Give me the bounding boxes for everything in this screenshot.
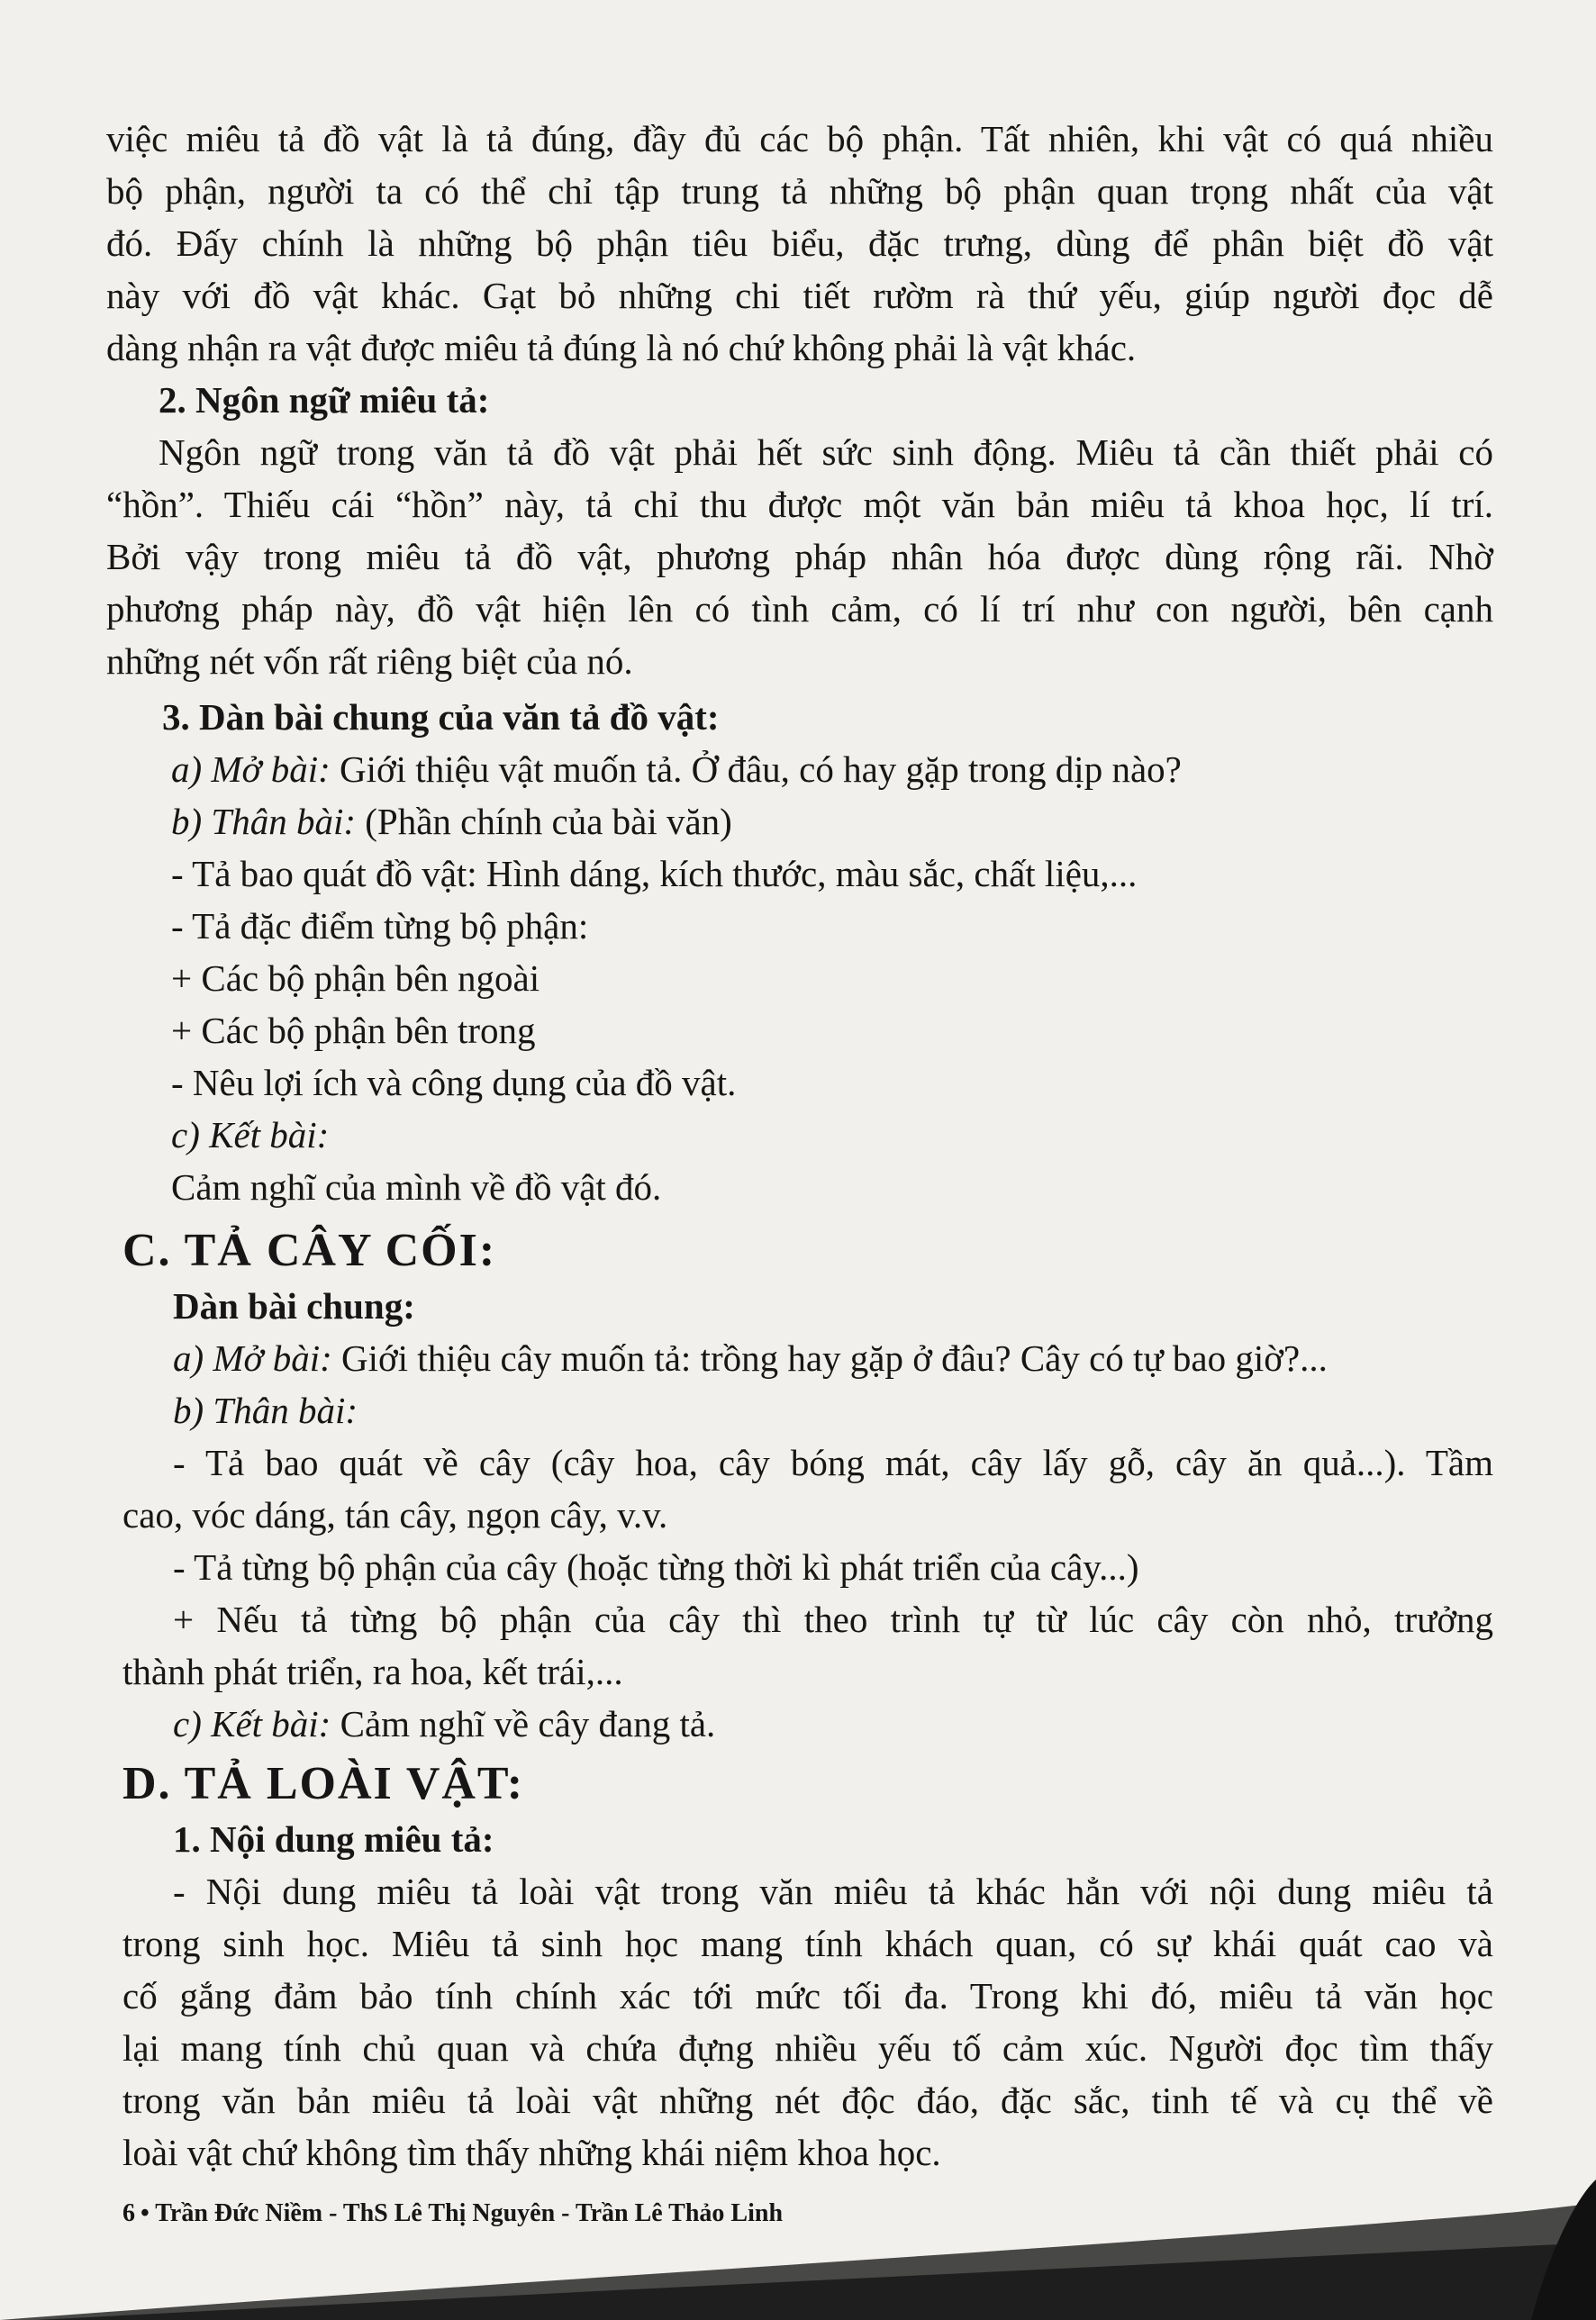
paragraph-line: - Tả từng bộ phận của cây (hoặc từng thời kì phát triển của cây...) [173, 1546, 1139, 1588]
paragraph-line: cao, vóc dáng, tán cây, ngọn cây, v.v. [122, 1494, 668, 1536]
paragraph-line: - Tả bao quát về cây (cây hoa, cây bóng mát, cây lấy gỗ, cây ăn quả...). Tầm [173, 1442, 1493, 1483]
ket-bai-line [173, 1700, 715, 1747]
footer-authors: • Trần Đức Niềm - ThS Lê Thị Nguyên - Trần Lê Thảo Linh [141, 2199, 784, 2227]
mo-bai-label: a) Mở bài: [173, 1337, 332, 1379]
paragraph-line: trong văn bản miêu tả loài vật những nét độc đáo, đặc sắc, tinh tế và cụ thể về [122, 2080, 1493, 2121]
mo-bai-text: Giới thiệu vật muốn tả. Ở đâu, có hay gặp trong dịp nào? [330, 748, 1182, 790]
paragraph-line: lại mang tính chủ quan và chứa đựng nhiều yếu tố cảm xúc. Người đọc tìm thấy [122, 2027, 1493, 2069]
paragraph-line: Bởi vậy trong miêu tả đồ vật, phương pháp nhân hóa được dùng rộng rãi. Nhờ [106, 536, 1493, 577]
list-item: + Các bộ phận bên ngoài [171, 957, 540, 999]
decorative-swoosh [0, 2143, 1596, 2320]
section-heading-ta-cay-coi: C. TẢ CÂY CỐI: [122, 1225, 497, 1276]
ket-bai-label: c) Kết bài: [173, 1703, 331, 1745]
paragraph-line: - Nội dung miêu tả loài vật trong văn miêu tả khác hẳn với nội dung miêu tả [173, 1871, 1493, 1912]
paragraph-line: “hồn”. Thiếu cái “hồn” này, tả chỉ thu được một văn bản miêu tả khoa học, lí trí. [106, 484, 1493, 525]
paragraph-line: việc miêu tả đồ vật là tả đúng, đầy đủ các bộ phận. Tất nhiên, khi vật có quá nhiều [106, 118, 1493, 159]
ket-bai-text: Cảm nghĩ về cây đang tả. [331, 1703, 716, 1745]
paragraph-line: những nét vốn rất riêng biệt của nó. [106, 640, 633, 682]
paragraph-line: phương pháp này, đồ vật hiện lên có tình cảm, có lí trí như con người, bên cạnh [106, 588, 1493, 630]
paragraph-line: bộ phận, người ta có thể chỉ tập trung tả những bộ phận quan trọng nhất của vật [106, 170, 1493, 212]
paragraph-line: Ngôn ngữ trong văn tả đồ vật phải hết sức sinh động. Miêu tả cần thiết phải có [159, 431, 1493, 473]
than-bai-label: b) Thân bài: [171, 801, 356, 842]
than-bai-label: b) Thân bài: [173, 1390, 358, 1431]
paragraph-line: này với đồ vật khác. Gạt bỏ những chi tiết rườm rà thứ yếu, giúp người đọc dễ [106, 275, 1493, 316]
than-bai-line [171, 798, 732, 845]
than-bai-text: (Phần chính của bài văn) [356, 801, 732, 842]
list-item: - Tả bao quát đồ vật: Hình dáng, kích thước, màu sắc, chất liệu,... [171, 853, 1138, 894]
list-item: - Tả đặc điểm từng bộ phận: [171, 905, 589, 947]
heading-ngon-ngu-mieu-ta: 2. Ngôn ngữ miêu tả: [159, 379, 490, 421]
paragraph-line: dàng nhận ra vật được miêu tả đúng là nó chứ không phải là vật khác. [106, 327, 1137, 368]
paragraph-line: + Nếu tả từng bộ phận của cây thì theo trình tự từ lúc cây còn nhỏ, trưởng [173, 1599, 1493, 1640]
list-item: + Các bộ phận bên trong [171, 1010, 536, 1051]
section-heading-ta-loai-vat: D. TẢ LOÀI VẬT: [122, 1758, 525, 1809]
heading-dan-bai-chung: Dàn bài chung: [173, 1285, 415, 1327]
page-number: 6 [122, 2199, 135, 2227]
page-footer [122, 2198, 788, 2230]
paragraph-line: cố gắng đảm bảo tính chính xác tới mức tối đa. Trong khi đó, miêu tả văn học [122, 1975, 1493, 2016]
list-item: - Nêu lợi ích và công dụng của đồ vật. [171, 1062, 737, 1103]
mo-bai-line [173, 1335, 1328, 1382]
paragraph-line: loài vật chứ không tìm thấy những khái niệm khoa học. [122, 2132, 941, 2173]
heading-dan-bai-do-vat: 3. Dàn bài chung của văn tả đồ vật: [162, 696, 720, 738]
paragraph-line: đó. Đấy chính là những bộ phận tiêu biểu, đặc trưng, dùng để phân biệt đồ vật [106, 222, 1493, 264]
mo-bai-line [171, 746, 1182, 793]
heading-noi-dung-mieu-ta: 1. Nội dung miêu tả: [173, 1818, 494, 1860]
ket-bai-label: c) Kết bài: [171, 1114, 330, 1155]
mo-bai-label: a) Mở bài: [171, 748, 331, 790]
paragraph-line: trong sinh học. Miêu tả sinh học mang tính khách quan, có sự khái quát cao và [122, 1923, 1493, 1964]
mo-bai-text: Giới thiệu cây muốn tả: trồng hay gặp ở đâu? Cây có tự bao giờ?... [331, 1337, 1328, 1379]
paragraph-line: thành phát triển, ra hoa, kết trái,... [122, 1651, 623, 1692]
ket-bai-text: Cảm nghĩ của mình về đồ vật đó. [171, 1166, 662, 1208]
